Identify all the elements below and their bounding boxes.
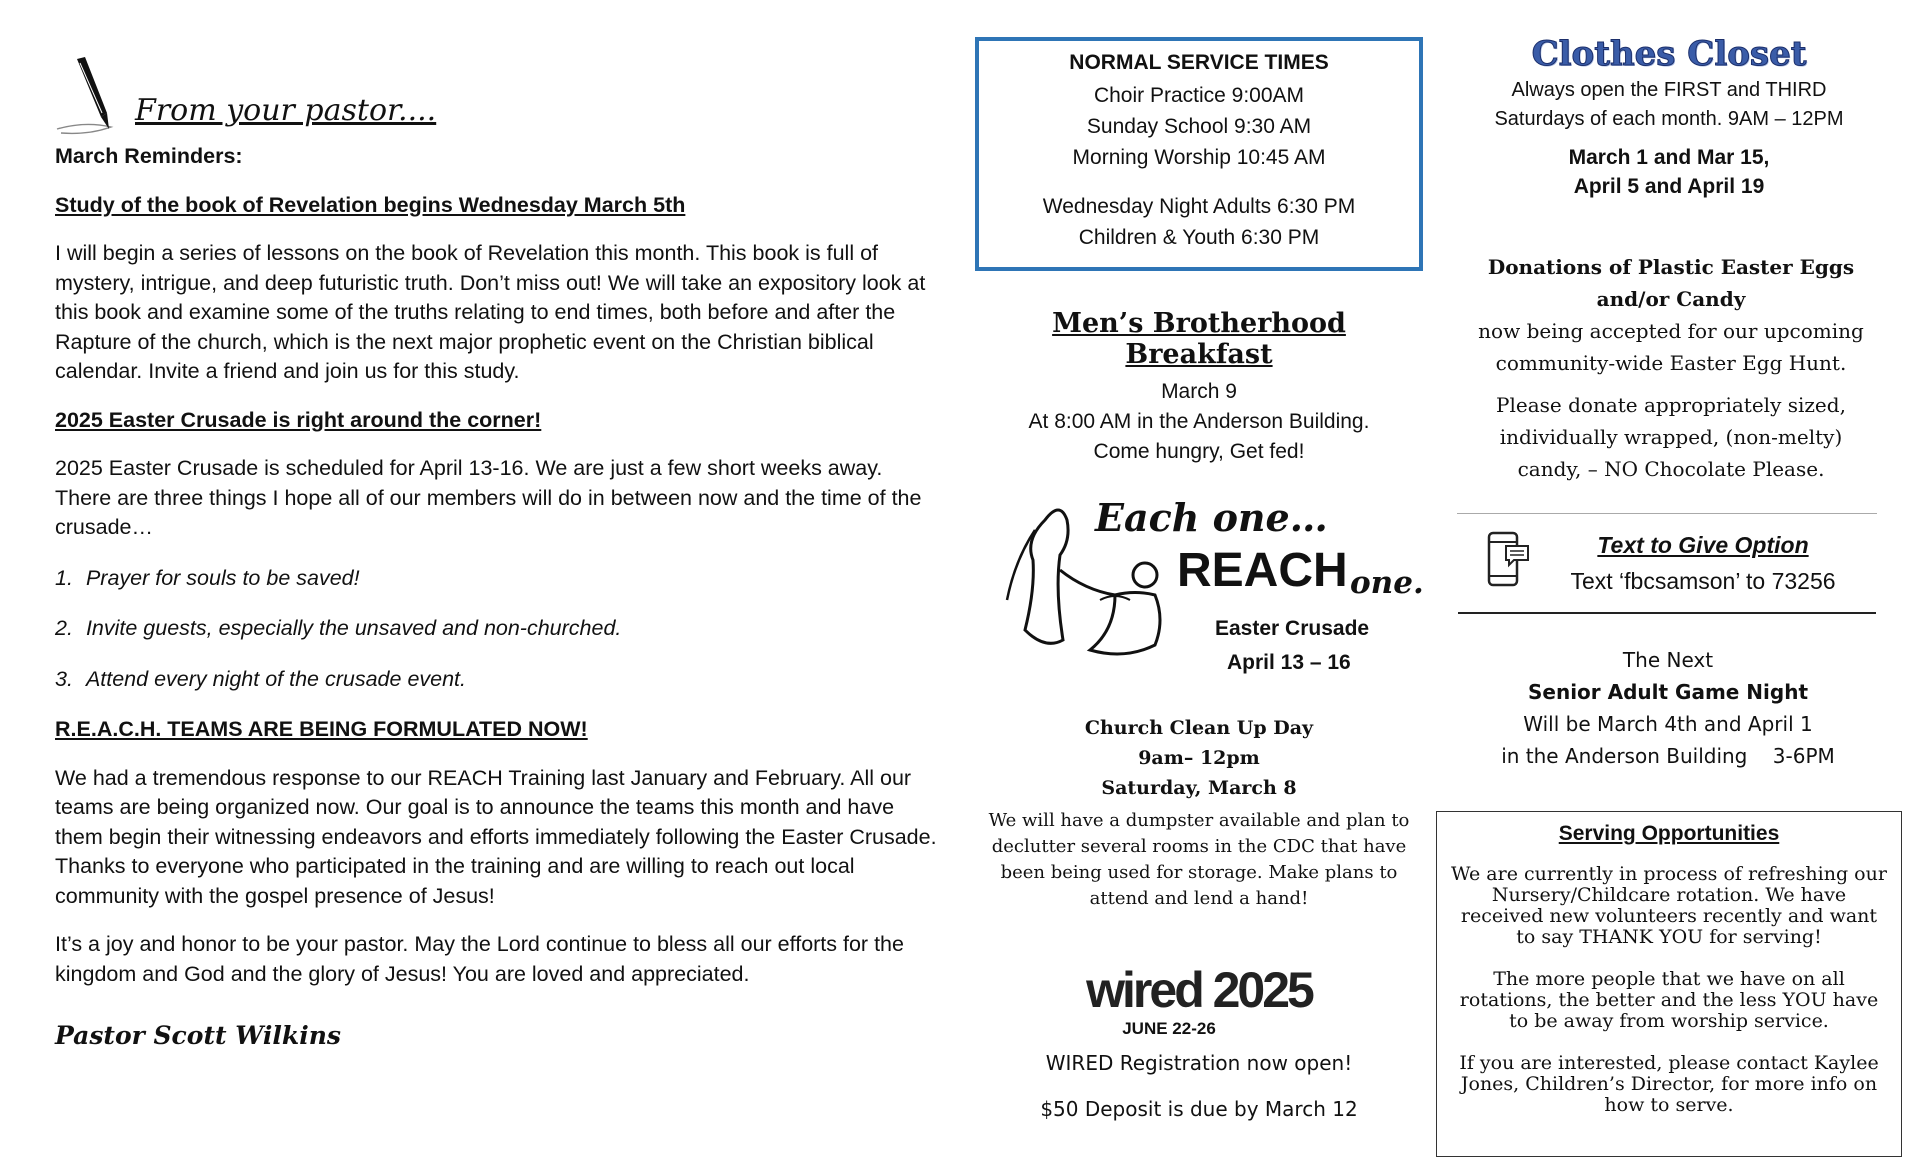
service-time-line: Choir Practice 9:00AM xyxy=(1093,84,1305,107)
divider xyxy=(1457,513,1877,514)
game-night-title: Senior Adult Game Night xyxy=(1527,680,1809,704)
list-number: 1. xyxy=(55,565,73,590)
list-number: 3. xyxy=(55,666,73,691)
cleanup-time: 9am– 12pm xyxy=(1138,747,1260,769)
cleanup-body: We will have a dumpster available and plan to declutter several rooms in the CDC that have been being used for storage. Make plans to attend and lend a hand! xyxy=(988,810,1410,909)
reach-logo xyxy=(1005,495,1435,685)
pen-icon xyxy=(55,55,127,140)
wired-logo: wired 2025 xyxy=(1086,962,1312,1018)
pastor-title: From your pastor.... xyxy=(135,93,437,128)
breakfast-section xyxy=(975,308,1423,467)
game-night-section xyxy=(1448,644,1888,772)
serving-paragraph: If you are interested, please contact Kaylee Jones, Children’s Director, for more info on how to serve. xyxy=(1459,1052,1879,1116)
serving-title: Serving Opportunities xyxy=(1558,822,1780,845)
wired-dates: JUNE 22-26 xyxy=(1122,1019,1216,1038)
cleanup-title: Church Clean Up Day xyxy=(1084,717,1314,739)
clothes-closet-title: Clothes Closet xyxy=(1531,34,1807,74)
crusade-dates: April 13 – 16 xyxy=(1227,651,1351,674)
service-time-line: Wednesday Night Adults 6:30 PM xyxy=(1042,195,1356,218)
closet-dates: March 1 and Mar 15, xyxy=(1568,146,1770,169)
service-times-heading: NORMAL SERVICE TIMES xyxy=(1069,51,1329,74)
cleanup-section xyxy=(975,713,1423,912)
serving-paragraph: The more people that we have on all rotations, the better and the less YOU have to be away from worship service. xyxy=(1459,968,1879,1032)
reach-one-text: one. xyxy=(1350,565,1424,601)
wired-section xyxy=(975,962,1423,1121)
list-text: Attend every night of the crusade event. xyxy=(85,666,467,691)
cleanup-date: Saturday, March 8 xyxy=(1101,777,1297,799)
closet-line: Always open the FIRST and THIRD xyxy=(1511,79,1827,101)
pastor-header xyxy=(55,45,940,140)
service-time-line: Morning Worship 10:45 AM xyxy=(1072,146,1326,169)
reach-teams-heading: R.E.A.C.H. TEAMS ARE BEING FORMULATED NOW! xyxy=(55,717,588,741)
serving-opportunities-box xyxy=(1436,811,1902,1157)
donations-heading: Donations of Plastic Easter Eggs and/or Candy xyxy=(1487,255,1855,311)
clothes-closet-section xyxy=(1445,34,1893,201)
list-item xyxy=(55,665,940,695)
donations-section xyxy=(1455,251,1887,485)
serving-paragraph: We are currently in process of refreshing our Nursery/Childcare rotation. We have received new volunteers recently and want to say THANK YOU for serving! xyxy=(1451,863,1887,948)
divider xyxy=(1458,612,1876,614)
crusade-heading: 2025 Easter Crusade is right around the corner! xyxy=(55,407,542,432)
list-number: 2. xyxy=(55,616,73,640)
service-times-box xyxy=(975,37,1423,271)
reach-teams-body: We had a tremendous response to our REACH Training last January and February. All our teams are being organized now. Our goal is to announce the teams this month and have them begin their witnessing endeavors and efforts immediately following the Easter Crusade. Thanks to everyone who participated in the training and are willing to reach out local community with the gospel presence of Jesus! xyxy=(55,765,937,908)
pastor-column xyxy=(55,45,940,1050)
game-night-line: The Next xyxy=(1622,648,1714,672)
game-night-line: Will be March 4th and April 1 xyxy=(1523,712,1813,736)
closet-line: Saturdays of each month. 9AM – 12PM xyxy=(1494,108,1844,130)
wired-registration: WIRED Registration now open! xyxy=(1045,1051,1353,1075)
breakfast-line: March 9 xyxy=(1161,380,1237,403)
revelation-body: I will begin a series of lessons on the book of Revelation this month. This book is full of mystery, intrigue, and deep futuristic truth. Don’t miss out! We will take an expository look at this book and examine some of the truths relating to end times, both before and after the Rapture of the church, which is the next major prophetic event on the Christian biblical calendar. Invite a friend and join us for this study. xyxy=(55,241,926,383)
text-to-give-line: Text ‘fbcsamson’ to 73256 xyxy=(1570,568,1836,594)
breakfast-line: At 8:00 AM in the Anderson Building. xyxy=(1028,410,1370,433)
service-time-line: Sunday School 9:30 AM xyxy=(1086,115,1312,138)
crusade-body: 2025 Easter Crusade is scheduled for April 13-16. We are just a few short weeks away. There are three things I hope all of our members will do in between now and the time of the crusade… xyxy=(55,456,922,539)
text-to-give-title: Text to Give Option xyxy=(1597,532,1809,558)
reach-text: REACH xyxy=(1177,544,1348,597)
each-one-text: Each one… xyxy=(1095,495,1328,540)
list-item xyxy=(55,614,940,644)
list-item xyxy=(55,564,940,594)
game-night-line: in the Anderson Building 3-6PM xyxy=(1501,744,1835,768)
donations-line: Please donate appropriately sized, individually wrapped, (non-melty) candy, – NO Chocolate Please. xyxy=(1496,393,1846,481)
text-to-give-section xyxy=(1458,528,1878,608)
breakfast-line: Come hungry, Get fed! xyxy=(1093,440,1305,463)
easter-crusade-label: Easter Crusade xyxy=(1215,617,1370,640)
breakfast-title: Men’s Brotherhood Breakfast xyxy=(1052,308,1346,370)
revelation-heading: Study of the book of Revelation begins Wednesday March 5th xyxy=(55,192,686,217)
reminders-heading: March Reminders: xyxy=(55,144,243,168)
donations-line: now being accepted for our upcoming community-wide Easter Egg Hunt. xyxy=(1478,319,1864,375)
pastor-signature: Pastor Scott Wilkins xyxy=(55,1021,341,1050)
list-text: Invite guests, especially the unsaved and non-churched. xyxy=(85,616,622,640)
closing-text: It’s a joy and honor to be your pastor. May the Lord continue to bless all our efforts for the kingdom and God and the glory of Jesus! You are loved and appreciated. xyxy=(55,932,904,986)
closet-dates: April 5 and April 19 xyxy=(1573,175,1765,198)
phone-message-icon xyxy=(1486,530,1532,590)
wired-deposit: $50 Deposit is due by March 12 xyxy=(1040,1097,1358,1121)
service-time-line: Children & Youth 6:30 PM xyxy=(1078,226,1320,249)
list-text: Prayer for souls to be saved! xyxy=(85,565,360,590)
